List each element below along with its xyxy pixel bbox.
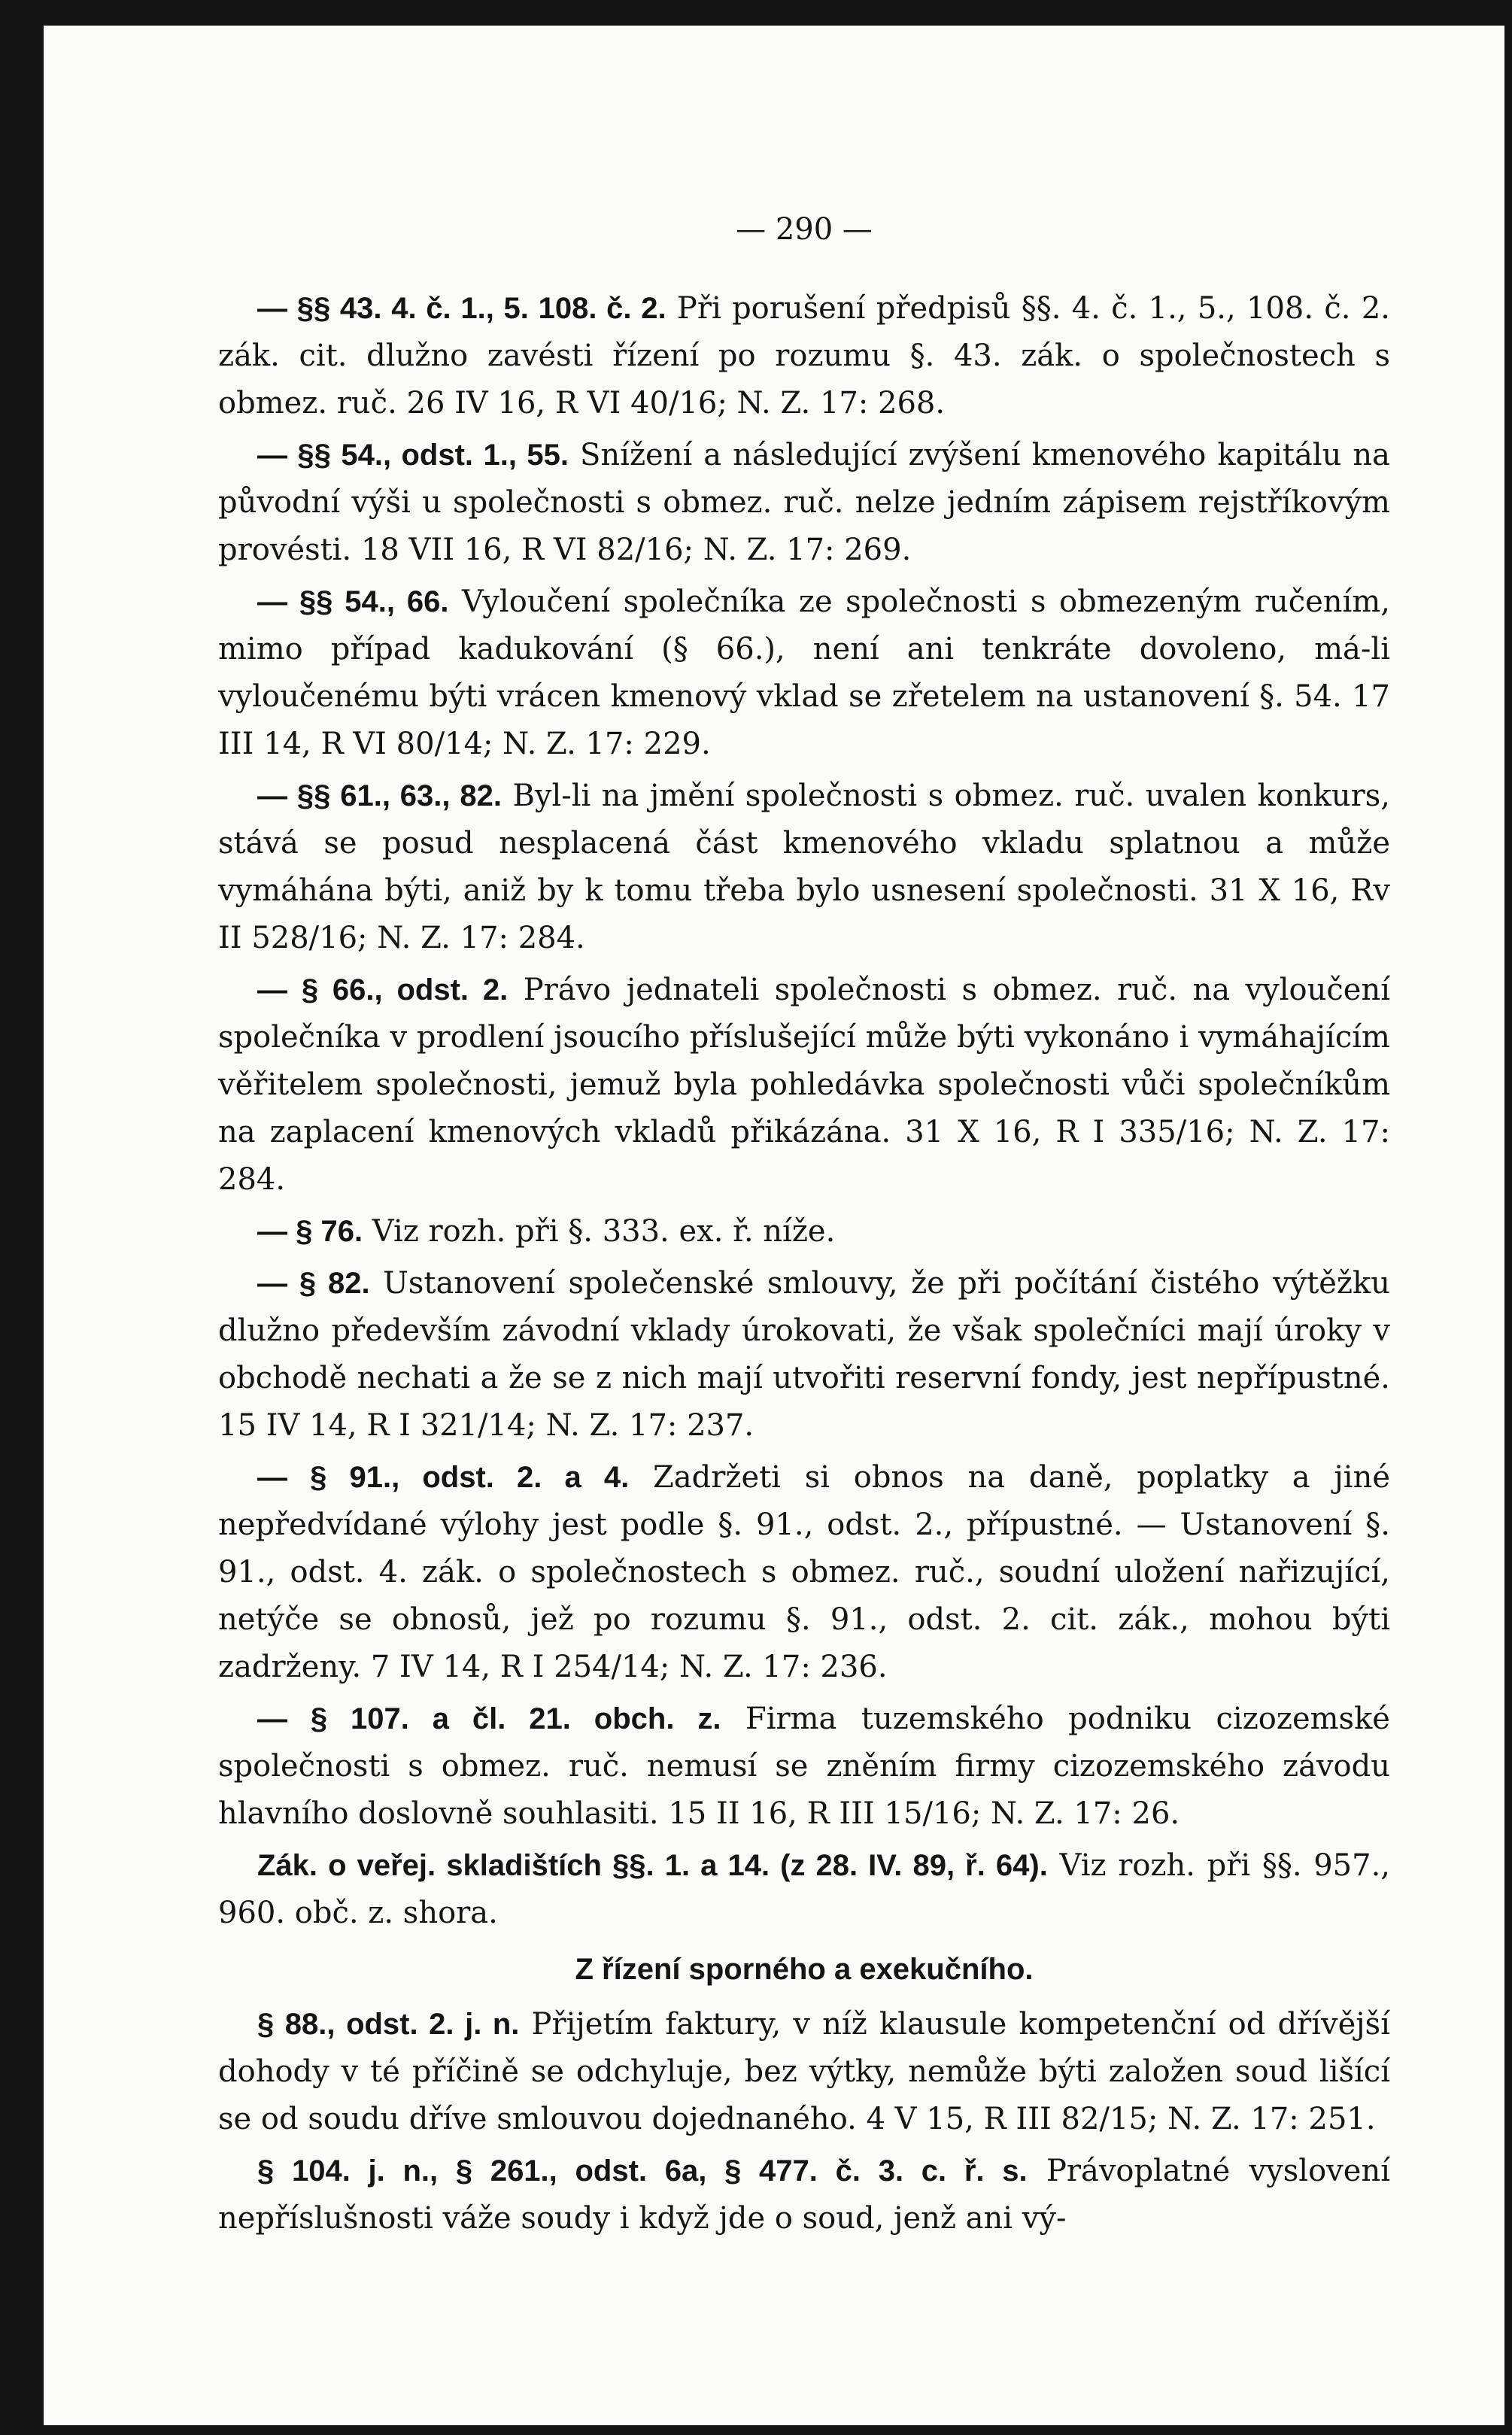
paragraph bbox=[218, 967, 1390, 1204]
paragraph-text: Právo jednateli společnosti s obmez. ruč. na vyloučení společníka v prodlení jsoucího příslušející může býti vykonáno i vymáhajícím věřitelem společnosti, jemuž byla pohledávka společnosti vůči společníkům na zaplacení kmenových vkladů přikázána. 31 X 16, R I 335/16; N. Z. 17: 284. bbox=[218, 973, 1390, 1197]
paragraph bbox=[218, 1208, 1390, 1255]
section-heading: Z řízení sporného a exekučního. bbox=[575, 1953, 1034, 1986]
paragraph-reference: — § 76. bbox=[257, 1215, 363, 1248]
paragraph bbox=[218, 432, 1390, 574]
paragraph bbox=[218, 285, 1390, 427]
book-page bbox=[44, 26, 1504, 2425]
paragraph-reference: — § 91., odst. 2. a 4. bbox=[257, 1461, 630, 1494]
paragraph-text: Byl-li na jmění společnosti s obmez. ruč. uvalen konkurs, stává se posud nesplacená část kmenového vkladu splatnou a může vymáhána býti, aniž by k tomu třeba bylo usnesení společnosti. 31 X 16, Rv II 528/16; N. Z. 17: 284. bbox=[218, 779, 1390, 955]
paragraph bbox=[218, 578, 1390, 768]
paragraph-text: Přijetím faktury, v níž klausule kompetenční od dřívější dohody v té příčině se odchyluje, bez výtky, nemůže býti založen soud lišící se od soudu dříve smlouvou dojednaného. 4 V 15, R III 82/15; N. Z. 17: 251. bbox=[218, 2007, 1390, 2136]
paragraph-text: Firma tuzemského podniku cizozemské společnosti s obmez. ruč. nemusí se zněním firmy cizozemského závodu hlavního doslovně souhlasiti. 15 II 16, R III 15/16; N. Z. 17: 26. bbox=[218, 1702, 1390, 1831]
paragraph-text: Ustanovení společenské smlouvy, že při počítání čistého výtěžku dlužno především závodní vklady úrokovati, že však společníci mají úroky v obchodě nechati a že se z nich mají utvořiti reservní fondy, jest nepřípustné. 15 IV 14, R I 321/14; N. Z. 17: 237. bbox=[218, 1266, 1390, 1443]
paragraph-text: Právoplatné vyslovení nepříslušnosti váže soudy i když jde o soud, jenž ani vý- bbox=[218, 2154, 1391, 2236]
paragraph-reference: — § 66., odst. 2. bbox=[257, 973, 509, 1006]
paragraph bbox=[218, 1260, 1390, 1450]
paragraph-text: Viz rozh. při §. 333. ex. ř. níže. bbox=[363, 1214, 836, 1249]
paragraph-text: Zadržeti si obnos na daně, poplatky a jiné nepředvídané výlohy jest podle §. 91., odst. 2., přípustné. — Ustanovení §. 91., odst. 4. zák. o společnostech s obmez. ruč., soudní uložení nařizující, netýče se obnosů, jež po rozumu §. 91., odst. 2. cit. zák., mohou býti zadrženy. 7 IV 14, R I 254/14; N. Z. 17: 236. bbox=[218, 1460, 1391, 1684]
paragraph bbox=[218, 1842, 1390, 1937]
paragraph-reference: — § 82. bbox=[257, 1267, 370, 1300]
paragraph-text: Snížení a následující zvýšení kmenového kapitálu na původní výši u společnosti s obmez. ruč. nelze jedním zápisem rejstříkovým provésti. 18 VII 16, R VI 82/16; N. Z. 17: 269. bbox=[218, 438, 1391, 567]
paragraph-reference: — §§ 43. 4. č. 1., 5. 108. č. 2. bbox=[257, 292, 666, 325]
paragraph bbox=[218, 2001, 1390, 2143]
paragraph-reference: — §§ 61., 63., 82. bbox=[257, 779, 502, 812]
paragraph-reference: § 104. j. n., § 261., odst. 6a, § 477. č. 3. c. ř. s. bbox=[257, 2154, 1028, 2188]
paragraph-text: Při porušení předpisů §§. 4. č. 1., 5., 108. č. 2. zák. cit. dlužno zavésti řízení po rozumu §. 43. zák. o společnostech s obmez. ruč. 26 IV 16, R VI 40/16; N. Z. 17: 268. bbox=[218, 291, 1390, 421]
paragraph bbox=[218, 2148, 1390, 2242]
paragraph-reference: — §§ 54., 66. bbox=[257, 585, 449, 618]
paragraph-reference: — § 107. a čl. 21. obch. z. bbox=[257, 1702, 721, 1735]
paragraph bbox=[218, 1696, 1390, 1838]
paragraph-reference: Zák. o veřej. skladištích §§. 1. a 14. (z 28. IV. 89, ř. 64). bbox=[257, 1849, 1048, 1882]
page-text bbox=[218, 206, 1390, 2247]
paragraph bbox=[218, 773, 1390, 962]
paragraph-reference: § 88., odst. 2. j. n. bbox=[257, 2008, 520, 2041]
paragraph-reference: — §§ 54., odst. 1., 55. bbox=[257, 439, 569, 472]
paragraph bbox=[218, 1454, 1390, 1691]
paragraph-text: Vyloučení společníka ze společnosti s obmezeným ručením, mimo případ kadukování (§ 66.), není ani tenkráte dovoleno, má-li vyloučenému býti vrácen kmenový vklad se zřetelem na ustanovení §. 54. 17 III 14, R VI 80/14; N. Z. 17: 229. bbox=[218, 584, 1390, 761]
page-number: — 290 — bbox=[736, 212, 873, 247]
paragraph-text: Viz rozh. při §§. 957., 960. obč. z. shora. bbox=[218, 1848, 1391, 1930]
